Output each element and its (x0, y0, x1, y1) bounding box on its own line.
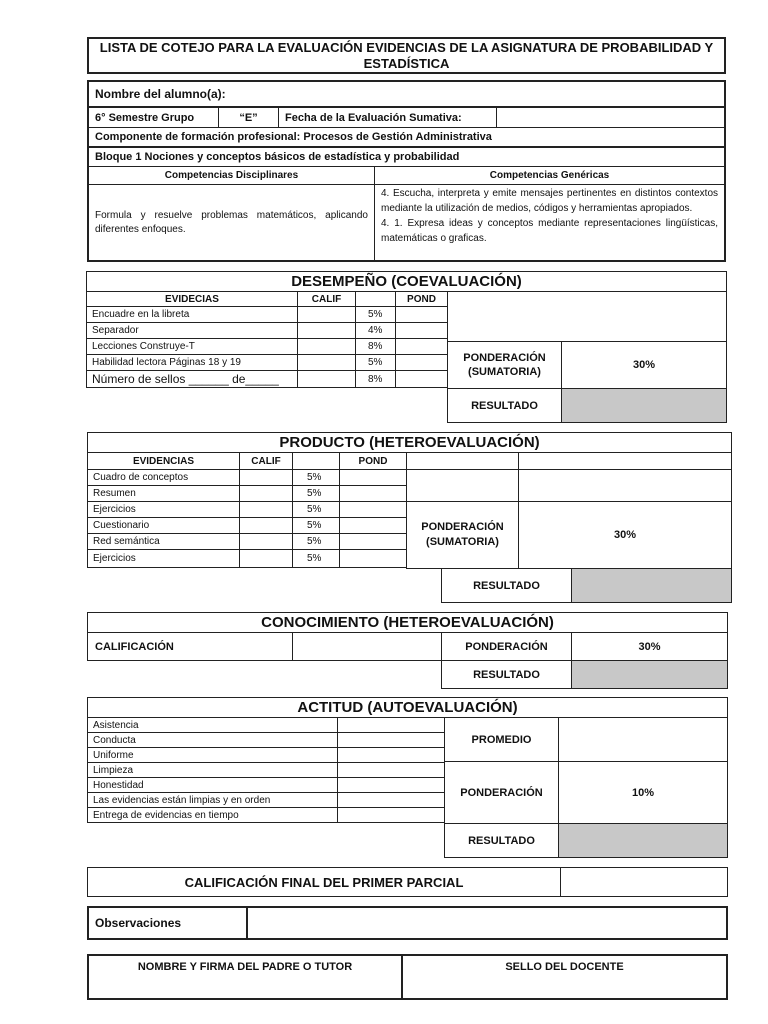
producto-col-calif-text: CALIF (251, 455, 281, 467)
producto-row-label (87, 469, 240, 486)
actitud-promedio-label-text: PROMEDIO (471, 733, 532, 746)
sello-docente-box[interactable] (401, 954, 728, 1000)
producto-right-mid-a (406, 469, 519, 502)
producto-right-mid-b (518, 469, 732, 502)
final-grade-label-text: CALIFICACIÓN FINAL DEL PRIMER PARCIAL (184, 874, 464, 890)
actitud-row-label-text: Asistencia (93, 719, 139, 731)
desempeno-row-pct (355, 370, 396, 388)
desempeno-pond-field[interactable] (395, 354, 448, 371)
conocimiento-resultado-label-text: RESULTADO (473, 668, 540, 681)
producto-col-pond (339, 452, 407, 470)
desempeno-calif-field[interactable] (297, 338, 356, 355)
producto-title-text: PRODUCTO (HETEROEVALUACIÓN) (279, 434, 540, 451)
producto-title (87, 432, 732, 453)
desempeno-ponderacion-label-text: PONDERACIÓN (SUMATORIA) (463, 352, 546, 378)
producto-resultado-field[interactable] (571, 568, 732, 603)
generic-text-cell (375, 185, 724, 260)
desempeno-row-pct-text: 4% (368, 325, 383, 336)
conocimiento-calificacion-label (87, 632, 293, 661)
student-name-row (89, 82, 724, 108)
desempeno-col-calif-text: CALIF (311, 293, 342, 305)
conocimiento-resultado-label (441, 660, 572, 689)
producto-resultado-label-text: RESULTADO (473, 579, 540, 592)
actitud-score-field[interactable] (337, 717, 445, 733)
desempeno-row-pct-text: 5% (368, 309, 383, 320)
desempeno-row-pct (355, 338, 396, 355)
producto-row-label (87, 485, 240, 502)
actitud-ponderacion-value (558, 761, 728, 824)
desempeno-col-blank (355, 291, 396, 307)
desempeno-row-pct-text: 5% (368, 357, 383, 368)
producto-row-pct-text: 5% (307, 520, 322, 531)
group-value-cell (219, 108, 279, 127)
producto-row-pct (292, 485, 340, 502)
desempeno-ponderacion-value-text: 30% (632, 359, 656, 371)
conocimiento-title (87, 612, 728, 633)
producto-row-label (87, 517, 240, 534)
producto-pond-field[interactable] (339, 549, 407, 568)
desempeno-resultado-label-text: RESULTADO (471, 399, 538, 412)
block-row (89, 148, 724, 167)
generic-header-text: Competencias Genéricas (489, 170, 610, 181)
producto-row-label-text: Cuestionario (93, 520, 150, 531)
actitud-score-field[interactable] (337, 732, 445, 748)
actitud-row-label (87, 762, 338, 778)
conocimiento-calificacion-field[interactable] (292, 632, 442, 661)
producto-calif-field[interactable] (239, 485, 293, 502)
producto-pond-field[interactable] (339, 485, 407, 502)
desempeno-row-label (86, 306, 298, 323)
producto-ponderacion-value-text: 30% (613, 529, 637, 541)
producto-row-pct (292, 517, 340, 534)
desempeno-calif-field[interactable] (297, 322, 356, 339)
desempeno-row-label (86, 338, 298, 355)
conocimiento-ponderacion-value-text: 30% (638, 640, 661, 653)
actitud-score-field[interactable] (337, 792, 445, 808)
producto-resultado-label (441, 568, 572, 603)
actitud-row-label-text: Conducta (93, 734, 136, 746)
desempeno-row-label-text: Lecciones Construye-T (92, 341, 195, 352)
producto-row-label (87, 533, 240, 550)
actitud-ponderacion-label (444, 761, 559, 824)
desempeno-row-pct (355, 322, 396, 339)
producto-row-label-text: Cuadro de conceptos (93, 472, 189, 483)
producto-col-pond-text: POND (358, 455, 388, 467)
actitud-row-label-text: Entrega de evidencias en tiempo (93, 809, 239, 821)
observaciones-label-text: Observaciones (95, 916, 182, 930)
actitud-title-text: ACTITUD (AUTOEVALUACIÓN) (297, 699, 518, 716)
producto-calif-field[interactable] (239, 517, 293, 534)
producto-row-pct (292, 501, 340, 518)
desempeno-col-evidencias-text: EVIDECIAS (165, 293, 219, 305)
desempeno-calif-field[interactable] (297, 306, 356, 323)
actitud-table (87, 717, 445, 823)
producto-row-pct-text: 5% (307, 553, 322, 564)
producto-row-label-text: Ejercicios (93, 553, 136, 564)
producto-pond-field[interactable] (339, 517, 407, 534)
desempeno-calif-field[interactable] (297, 354, 356, 371)
desempeno-title (86, 271, 727, 292)
semester-label-cell (89, 108, 219, 127)
desempeno-row-label-text: Número de sellos ______ de_____ (92, 372, 279, 386)
desempeno-row-label (86, 354, 298, 371)
eval-date-field[interactable] (497, 108, 724, 127)
header-info-table (87, 80, 726, 262)
actitud-title (87, 697, 728, 718)
producto-row-label-text: Red semántica (93, 536, 160, 547)
producto-row-pct-text: 5% (307, 488, 322, 499)
observaciones-label (87, 906, 248, 940)
producto-table (87, 452, 407, 568)
producto-col-blank (292, 452, 340, 470)
actitud-row-label (87, 807, 338, 823)
conocimiento-calificacion-label-text: CALIFICACIÓN (95, 640, 174, 653)
desempeno-table (86, 291, 448, 388)
desempeno-row-label-text: Encuadre en la libreta (92, 309, 190, 320)
desempeno-col-evidencias (86, 291, 298, 307)
final-grade-field[interactable] (560, 867, 728, 897)
sello-docente-label: SELLO DEL DOCENTE (505, 961, 624, 973)
semester-row (89, 108, 724, 128)
block-label: Bloque 1 Nociones y conceptos básicos de estadística y probabilidad (95, 151, 460, 163)
disciplinary-header-text: Competencias Disciplinares (164, 170, 299, 181)
disciplinary-text: Formula y resuelve problemas matemáticos, aplicando diferentes enfoques. (95, 209, 368, 235)
desempeno-row-pct-text: 8% (368, 341, 383, 352)
actitud-row-label-text: Las evidencias están limpias y en orden (93, 794, 271, 806)
actitud-score-field[interactable] (337, 777, 445, 793)
actitud-row-label-text: Limpieza (93, 764, 134, 776)
desempeno-row-pct (355, 306, 396, 323)
producto-col-calif (239, 452, 293, 470)
generic-text-1: 4. Escucha, interpreta y emite mensajes pertinentes en distintos contextos mediante la utilización de medios, códigos y herramientas apropiados. (381, 188, 718, 214)
actitud-row-label (87, 732, 338, 748)
desempeno-ponderacion-label (447, 341, 562, 389)
conocimiento-ponderacion-label-text: PONDERACIÓN (465, 640, 548, 653)
desempeno-col-pond-text: POND (407, 293, 436, 305)
actitud-row-label (87, 777, 338, 793)
padre-firma-box[interactable] (87, 954, 403, 1000)
desempeno-calif-field[interactable] (297, 370, 356, 388)
document-title (87, 37, 726, 74)
actitud-promedio-label (444, 717, 559, 762)
actitud-row-label (87, 792, 338, 808)
actitud-score-field[interactable] (337, 762, 445, 778)
desempeno-right-top (447, 291, 727, 342)
desempeno-row-pct-text: 8% (368, 373, 383, 385)
producto-pond-field[interactable] (339, 501, 407, 518)
actitud-promedio-field[interactable] (558, 717, 728, 762)
producto-calif-field[interactable] (239, 469, 293, 486)
producto-calif-field[interactable] (239, 549, 293, 568)
desempeno-row-pct (355, 354, 396, 371)
desempeno-col-calif (297, 291, 356, 307)
padre-firma-label: NOMBRE Y FIRMA DEL PADRE O TUTOR (137, 961, 353, 973)
producto-right-head-a (406, 452, 519, 470)
desempeno-row-label-text: Separador (92, 325, 139, 336)
conocimiento-resultado-field[interactable] (571, 660, 728, 689)
desempeno-row-label (86, 370, 298, 388)
actitud-ponderacion-label-text: PONDERACIÓN (460, 786, 543, 799)
eval-date-label-cell (279, 108, 497, 127)
component-row (89, 128, 724, 148)
actitud-resultado-label (444, 823, 559, 858)
actitud-score-field[interactable] (337, 807, 445, 823)
producto-row-label (87, 501, 240, 518)
producto-row-pct (292, 469, 340, 486)
document-title-text: LISTA DE COTEJO PARA LA EVALUACIÓN EVIDENCIAS DE LA ASIGNATURA DE PROBABILIDAD Y ESTADÍSTICA (99, 39, 714, 71)
actitud-resultado-label-text: RESULTADO (468, 834, 535, 847)
producto-row-label (87, 549, 240, 568)
conocimiento-title-text: CONOCIMIENTO (HETEROEVALUACIÓN) (261, 614, 554, 631)
producto-col-evidencias-text: EVIDENCIAS (132, 455, 195, 467)
actitud-ponderacion-value-text: 10% (631, 786, 655, 799)
component-label: Componente de formación profesional: Procesos de Gestión Administrativa (95, 131, 492, 143)
producto-calif-field[interactable] (239, 533, 293, 550)
producto-row-pct-text: 5% (307, 536, 322, 547)
producto-col-evidencias (87, 452, 240, 470)
conocimiento-ponderacion-label (441, 632, 572, 661)
producto-right-head-b (518, 452, 732, 470)
semester-label: 6° Semestre Grupo (95, 111, 195, 124)
producto-ponderacion-label (406, 501, 519, 569)
desempeno-row-label-text: Habilidad lectora Páginas 18 y 19 (92, 357, 241, 368)
desempeno-pond-field[interactable] (395, 338, 448, 355)
desempeno-pond-field[interactable] (395, 370, 448, 388)
producto-calif-field[interactable] (239, 501, 293, 518)
conocimiento-ponderacion-value (571, 632, 728, 661)
producto-pond-field[interactable] (339, 469, 407, 486)
generic-header (375, 167, 724, 185)
final-grade-label (87, 867, 561, 897)
producto-row-pct-text: 5% (307, 472, 322, 483)
actitud-resultado-field[interactable] (558, 823, 728, 858)
producto-row-label-text: Resumen (93, 488, 136, 499)
actitud-score-field[interactable] (337, 747, 445, 763)
desempeno-resultado-field[interactable] (561, 388, 727, 423)
desempeno-ponderacion-value (561, 341, 727, 389)
producto-row-pct-text: 5% (307, 504, 322, 515)
generic-text-2: 4. 1. Expresa ideas y conceptos mediante representaciones lingüísticas, matemáticas o graficas. (381, 218, 718, 244)
producto-ponderacion-label-text: PONDERACIÓN (SUMATORIA) (421, 521, 504, 548)
desempeno-title-text: DESEMPEÑO (COEVALUACIÓN) (291, 273, 522, 290)
producto-row-pct (292, 533, 340, 550)
producto-pond-field[interactable] (339, 533, 407, 550)
student-name-label: Nombre del alumno(a): (95, 87, 226, 101)
producto-row-label-text: Ejercicios (93, 504, 136, 515)
producto-ponderacion-value (518, 501, 732, 569)
actitud-row-label-text: Uniforme (93, 749, 134, 761)
actitud-row-label (87, 747, 338, 763)
desempeno-resultado-label (447, 388, 562, 423)
desempeno-row-label (86, 322, 298, 339)
desempeno-pond-field[interactable] (395, 306, 448, 323)
observaciones-field[interactable] (246, 906, 728, 940)
actitud-row-label (87, 717, 338, 733)
desempeno-pond-field[interactable] (395, 322, 448, 339)
producto-row-pct (292, 549, 340, 568)
disciplinary-text-cell (89, 185, 375, 260)
disciplinary-header (89, 167, 375, 185)
actitud-row-label-text: Honestidad (93, 779, 144, 791)
desempeno-col-pond (395, 291, 448, 307)
group-value: “E” (239, 111, 258, 124)
eval-date-label: Fecha de la Evaluación Sumativa: (285, 111, 462, 124)
